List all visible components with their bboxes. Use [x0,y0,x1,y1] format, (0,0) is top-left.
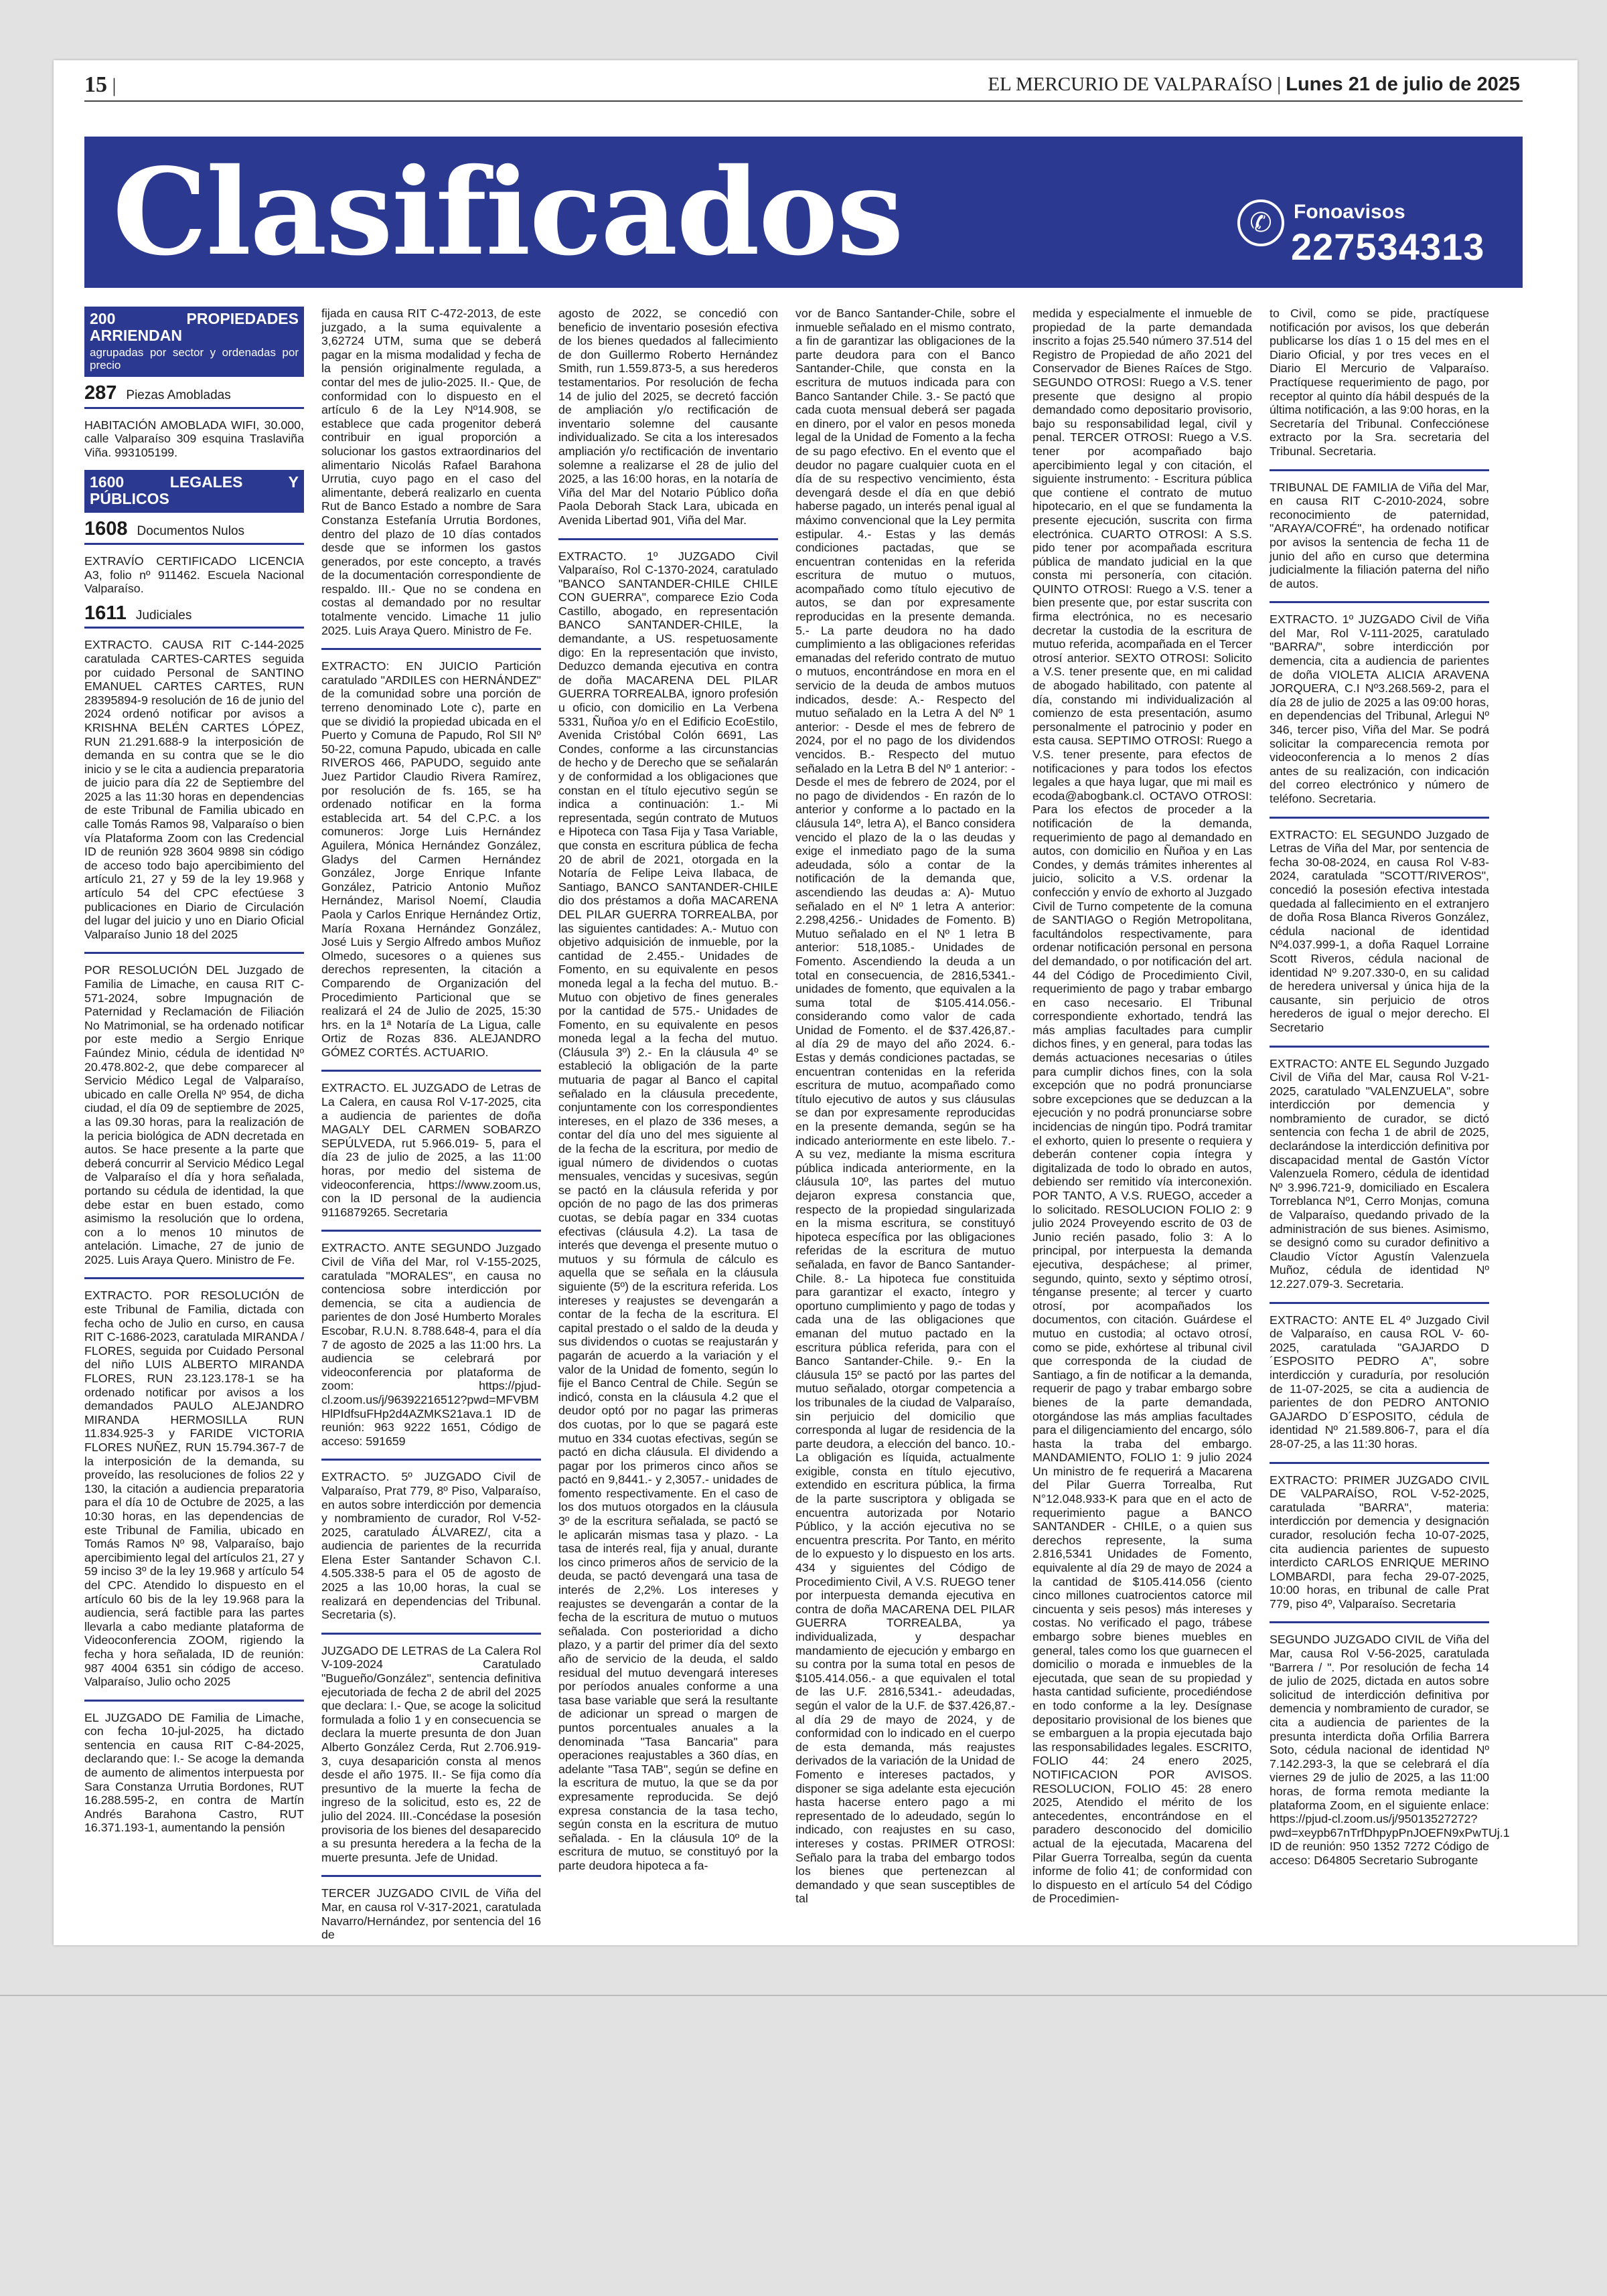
column-1 [84,307,304,1933]
subcategory-287 [84,382,304,409]
divider [321,648,541,650]
masthead: EL MERCURIO DE VALPARAÍSO | Lunes 21 de julio de 2025 [988,74,1520,95]
phone-label: Fonoavisos [1294,201,1405,223]
legal-notice: JUZGADO DE LETRAS de La Calera Rol V-109-2024 Caratulado "Bugueño/González", sentencia definitiva ejecutoriada de fecha 2 de abril del 2025 que declara: I.- Que, se acoge la solicitud formulada a folio 1 y en consecuencia se declara la muerte presunta de don Juan Alberto González Cerda, Rut 2.706.919-3, cuya desaparición consta al menos desde el año 1975. II.- Se fija como día presuntivo de la muerte la fecha de ingreso de la solicitud, esto es, 22 de julio del 2024. III.-Concédase la posesión provisoria de los bienes del desaparecido a su presunta heredera a la fecha de la muerte presunta. Jefe de Unidad. [321,1643,541,1864]
classified-columns [84,307,1523,1942]
legal-notice: POR RESOLUCIÓN DEL Juzgado de Familia de Limache, en causa RIT C-571-2024, sobre Impugnación de Paternidad y Reclamación de Filiación No Matrimonial, se ha ordenado notificar por este medio a Sergio Enrique Faúndez Minio, cédula de identidad Nº 20.478.802-2, que debe comparecer al Servicio Médico Legal de Valparaíso, ubicado en calle Orella Nº 954, de dicha ciudad, el día 09 de septiembre de 2025, a las 09.30 horas, para la realización de la pericia biológica de ADN decretada en autos. Se hace presente a la parte que deberá concurrir al Servicio Médico Legal de Valparaíso el día y hora señalada, portando su cédula de identidad, la que debe estar en buen estado, como asimismo la resolución que lo ordena, con a lo menos 10 minutos de antelación. Limache, 27 de junio de 2025. Luis Araya Quero. Ministro de Fe. [84,963,304,1266]
subcategory-name: Judiciales [135,608,192,623]
legal-notice: EXTRACTO. 1º JUZGADO Civil de Viña del Mar, Rol V-111-2025, caratulado "BARRA/", sobre interdicción por demencia, cita a audiencia de parientes de doña VIOLETA ALICIA ARAVENA JORQUERA, C.I Nº3.268.569-2, para el día 28 de julio de 2025 a las 09:00 horas, en dependencias del Tribunal, Arlegui Nº 346, tercer piso, Viña del Mar. Se podrá solicitar la comparecencia remota por videoconferencia a lo menos 2 días antes de su realización, con indicación del correo electrónico y número de teléfono. Secretaria. [1270,612,1489,805]
category-title: 1600 LEGALES Y PÚBLICOS [90,473,299,508]
divider [1270,1046,1489,1048]
newspaper-name: EL MERCURIO DE VALPARAÍSO [988,74,1272,95]
divider [1270,1462,1489,1464]
column-5 [1032,307,1252,1933]
legal-notice: agosto de 2022, se concedió con beneficio de inventario posesión efectiva de los bienes quedados al fallecimiento de don Guillermo Roberto Hernández Smith, run 1.559.873-5, a sus herederos testamentarios. Por resolución de fecha 14 de julio del 2025, se decretó facción de ampliación y/o rectificación de inventario solemne del causante individualizado. Se cita a los interesados ampliación y/o rectificación de inventario solemne a realizarse el 28 de julio del 2025, a las 16:00 horas, en la notaría de Viña del Mar del Notario Público doña Paola Deborah Stack Lara, ubicada en Avenida Libertad 901, Viña del Mar. [558,307,778,527]
page-number-value: 15 [84,72,107,97]
page-number: 15 | [84,72,117,97]
column-4 [795,307,1015,1933]
column-2 [321,307,541,1942]
legal-notice: EXTRACTO. 1º JUZGADO Civil Valparaíso, Rol C-1370-2024, caratulado "BANCO SANTANDER-CHILE CHILE CON GUERRA", comparece Ezio Coda Castillo, abogado, en representación BANCO SANTANDER-CHILE, la demandante, a US. respetuosamente digo: En la representación que invisto, Deduzco demanda ejecutiva en contra de doña MACARENA DEL PILAR GUERRA TORREALBA, ignoro profesión u oficio, con domicilio en La Verbena 5331, Ñuñoa y/o en el Edificio EcoEstilo, Avenida Cristóbal Colón 6691, Las Condes, conforme a las circunstancias de hecho y de Derecho que se señalarán y de conformidad a los obligaciones que constan en el título ejecutivo según se indica a continuación: 1.- Mi representada, según contrato de Mutuos e Hipoteca con Tasa Fija y Tasa Variable, que consta en escritura pública de fecha 20 de abril de 2021, otorgada en la Notaría de Felipe Leiva Ilabaca, de Santiago, BANCO SANTANDER-CHILE dio dos préstamos a doña MACARENA DEL PILAR GUERRA TORREALBA, por las siguientes cantidades: A.- Mutuo con objetivo adquisición de inmueble, por la cantidad de 2.455.- Unidades de Fomento, en su equivalente en pesos moneda legal a la fecha del mutuo. B.- Mutuo con objetivo de fines generales por la cantidad de 575.- Unidades de Fomento, en su equivalente en pesos moneda legal a la fecha del mutuo. (Cláusula 3º) 2.- En la cláusula 4º se estableció la obligación de la parte mutuaria de pagar al Banco el capital señalado en la cláusula precedente, conjuntamente con los correspondientes intereses, en el plazo de 336 meses, a contar del día uno del mes siguiente al de la fecha de la escritura, por medio de igual número de dividendos o cuotas mensuales, vencidas y sucesivas, según se pactó en la cláusula referida y por opción de no pago de las dos primeras cuotas, se debía pagar en 334 cuotas efectivas (cláusula 4.2). La tasa de interés que devenga el presente mutuo o mutuos y su fórmula de cálculo es aquella que se señala en la cláusula siguiente (5º) de la escritura referida. Los intereses y reajustes se devengarán a contar de la fecha de la escritura. El capital prestado o el saldo de la deuda y sus dividendos o cuotas se reajustarán y pagarán de acuerdo a la variación y el valor de la Unidad de fomento, según lo fije el Banco Central de Chile. Según se indicó, consta en la cláusula 4.2 que el deudor optó por no pagar las primeras dos cuotas, por lo que se pagará este mutuo en 334 cuotas efectivas, según se pactó en dicha cláusula. El dividendo a pagar por los primeros cinco años se pactó en 9,8441.- y 2,3057.- unidades de fomento respectivamente. En el caso de los dos mutuos otorgados en la cláusula 3º de la escritura señalada, se pactó se le aplicarán mismas tasa y plazo. - La tasa de interés real, fija y anual, durante los cinco primeros años de servicio de la deuda, se pactó devengará una tasa de interés de 2,2%. Los intereses y reajustes se devengarán a contar de la fecha de la escritura de mutuo o mutuos señalada. Con posterioridad a dicho plazo, y a partir del primer día del sexto año de servicio de la deuda, el saldo residual del mutuo devengará intereses por períodos anuales conforme a una tasa base variable que será la resultante de adicionar un spread o margen de puntos porcentuales anuales a la denominada "Tasa Bancaria" para operaciones reajustables a 360 días, en adelante "Tasa TAB", según se define en la escritura de mutuo, la que se da por expresamente reproducida. Se dejó expresa constancia de la tasa techo, según consta en la escritura de mutuo señalada. - En la cláusula 10º de la escritura de mutuo, se constituyó por la parte deudora hipoteca a fa- [558,549,778,1872]
classified-ad: HABITACIÓN AMOBLADA WIFI, 30.000, calle Valparaíso 309 esquina Traslaviña Viña. 993105199. [84,418,304,459]
legal-notice: to Civil, como se pide, practíquese notificación por avisos, los que deberán publicarse los días 1 o 15 del mes en el Diario Oficial, y por tres veces en el Diario El Mercurio de Valparaíso. Practíquese requerimiento de pago, por receptor al quinto día hábil después de la última notificación, a las 9:00 horas, en la Secretaría del Tribunal. Confecciónese extracto por la Sra. secretaria del Tribunal. Secretaria. [1270,307,1489,458]
section-title: Clasificados [112,142,903,282]
legal-notice: EXTRACTO: EN JUICIO Partición caratulado "ARDILES con HERNÁNDEZ" de la comunidad sobre una porción de terreno denominado Lote c), parte en que se dividió la propiedad ubicada en el Puerto y Comuna de Papudo, Rol SII Nº 50-22, comuna Papudo, ubicada en calle RIVEROS 466, PAPUDO, seguido ante Juez Partidor Claudio Rivera Ramírez, por resolución de fs. 165, se ha ordenado notificar en la forma establecida art. 54 del C.P.C. a los comuneros: Jorge Luis Hernández Aguilera, Mónica Hernández González, Gladys del Carmen Hernández González, Jorge Enrique Infante González, Patricio Antonio Muñoz Hernández, Marisol Noemí, Claudia Paola y Carlos Enrique Hernández Ortiz, María Roxana Hernández González, José Luis y Sergio Alfredo ambos Muñoz Olmedo, sucesores o a quienes sus derechos representen, la citación a Comparendo de Organización del Procedimiento Particional que se realizará el 24 de Julio de 2025, 15:30 hrs. en la 1ª Notaría de La Ligua, calle Ortiz de Rozas 836. ALEJANDRO GÓMEZ CORTÉS. ACTUARIO. [321,659,541,1059]
legal-notice: vor de Banco Santander-Chile, sobre el inmueble señalado en el mismo contrato, a fin de garantizar las obligaciones de la parte deudora para con el Banco Santander-Chile, que consta en la escritura de mutuos indicada para con Banco Santander Chile. 3.- Se pactó que cada cuota mensual deberá ser pagada en dinero, por el valor en pesos moneda legal de la Unidad de Fomento a la fecha de su pago efectivo. En el evento que el deudor no pagare cualquier cuota en el día de su respectivo vencimiento, ésta devengará desde el día en que debió haberse pagado, un interés penal igual al máximo convencional que la Ley permita estipular. 4.- Estas y las demás condiciones pactadas, que se encuentran contenidas en la referida escritura de mutuo o mutuos, acompañado como título ejecutivo de autos, se dan por expresamente reproducidas en la presente demanda. 5.- La parte deudora no ha dado cumplimiento a las obligaciones referidas emanadas del referido contrato de mutuo o mutuos, encontrándose en mora en el servicio de la deuda de ambos mutuos indicados, desde: A.- Respecto del mutuo señalado en la Letra A del Nº 1 anterior: - Desde el mes de febrero de 2024, por el no pago de los dividendos vencidos. B.- Respecto del mutuo señalado en la Letra B del Nº 1 anterior: - Desde el mes de febrero de 2024, por el no pago de dividendos - En razón de lo anterior y conforme a lo pactado en la cláusula 14º, letra A), el Banco considera vencido el plazo de la o las deudas y exige el inmediato pago de la suma adeudada, sólo a contar de la notificación de la demanda que, ascendiendo las deudas a: A)- Mutuo señalado en el Nº 1 letra A anterior: 2.298,4256.- Unidades de Fomento. B) Mutuo señalado en el Nº 1 letra B anterior: 518,1085.- Unidades de Fomento. Ascendiendo la deuda a un total en consecuencia, de 2816,5341.- unidades de fomento, que equivalen a la suma total de $105.414.056.- considerando como valor de cada Unidad de Fomento. el de $37.426,87.- al día 29 de mayo del año 2024. 6.- Estas y demás condiciones pactadas, se encuentran contenidas en la referida escritura de mutuo, acompañado como título ejecutivo de autos y sus cláusulas se dan por expresamente reproducidas en la presente demanda, según se ha indicado anteriormente en este libelo. 7.- A su vez, mediante la misma escritura pública indicada anteriormente, en la cláusula 10º, las partes del mutuo dejaron expresa constancia que, respecto de la propiedad singularizada en la misma escritura, se constituyó hipoteca específica por las obligaciones referidas de la escritura de mutuo señalada, en favor de Banco Santander-Chile. 8.- La hipoteca fue constituida para garantizar el exacto, íntegro y oportuno cumplimiento y pago de todas y cada una de las obligaciones que emanan del mutuo pactado en la escritura pública referida, para con el Banco Santander-Chile. 9.- En la cláusula 15º se pactó por las partes del mutuo señalado, otorgar competencia a los tribunales de la ciudad de Valparaíso, sin perjuicio del domicilio que corresponda al lugar de residencia de la parte deudora, a elección del banco. 10.- La obligación es líquida, actualmente exigible, consta en título ejecutivo, extendido en escritura pública, la firma de la parte suscriptora y obligada se encuentra autorizada por Notario Público, y la acción ejecutiva no se encuentra prescrita. Por Tanto, en mérito de lo expuesto y lo dispuesto en los arts. 434 y siguientes del Código de Procedimiento Civil, A V.S. RUEGO tener por interpuesta demanda ejecutiva en contra de doña MACARENA DEL PILAR GUERRA TORREALBA, ya individualizada, y despachar mandamiento de ejecución y embargo en su contra por la suma total en pesos de $105.414.056.- a que equivalen el total de las U.F. 2816,5341.- adeudadas, según el valor de la U.F. de $37.426,87.- al día 29 de mayo de 2024, y de conformidad con lo indicado en el cuerpo de esta demanda, más reajustes derivados de la variación de la Unidad de Fomento e intereses pactados, y disponer se siga adelante esta ejecución hasta hacerse entero pago a mi representado de lo adeudado, según lo indicado, con reajustes en su caso, intereses y costas. PRIMER OTROSI: Señalo para la traba del embargo todos los bienes que pertenezcan al demandado y que sean susceptibles de tal [795,307,1015,1906]
category-subtitle: agrupadas por sector y ordenadas por precio [90,346,299,372]
category-header-200 [84,307,304,377]
subcategory-number: 1608 [84,518,128,540]
legal-notice: EXTRACTO. CAUSA RIT C-144-2025 caratulada CARTES-CARTES seguida por cuidado Personal de SANTINO EMANUEL CARTES CARTES, RUN 28395894-9 resolución de 16 de junio del 2024 ordenó notificar por avisos a KRISHNA BELÉN CARTES LÓPEZ, RUN 21.291.688-9 la interposición de demanda en su contra que se le dio inicio y se le cita a audiencia preparatoria de juicio para día 22 de Septiembre del 2025 a las 11:30 horas en dependencias de este Tribunal de Familia ubicado en calle Tomás Ramos 98, Valparaíso o bien vía Plataforma Zoom con las Credencial ID de reunión 928 3604 9898 sin código de acceso todo bajo apercibimiento del artículo 21, 27 y 59 de la ley 19.968 y artículo 54 del CPC efectúese 3 publicaciones en Diario de Circulación del lugar del juicio y uno en Diario Oficial Valparaíso Junio 18 del 2025 [84,638,304,941]
subcategory-number: 1611 [84,602,127,624]
section-banner [84,137,1523,288]
legal-notice: fijada en causa RIT C-472-2013, de este juzgado, a la suma equivalente a 3,62724 UTM, suma que se deberá pagar en la misma modalidad y fecha de la pensión originalmente regulada, a contar del mes de julio-2025. II.- Que, de conformidad con lo dispuesto en el artículo 6 de la Ley Nº14.908, se establece que cada progenitor deberá contribuir en igual proporción a solucionar los gastos extraordinarios del alimentario Nicolás Rafael Barahona Urrutia, cuyo pago en el caso del alimentante, deberá realizarlo en cuenta Rut de Banco Estado a nombre de Sara Constanza Estefanía Urrutia Bordones, dentro del plazo de 10 días contados desde que se informen los gastos generados, por este concepto, a través de la documentación correspondiente de respaldo. III.- Que no se condena en costas al demandado por no resultar totalmente vencido. Limache 11 julio 2025. Luis Araya Quero. Ministro de Fe. [321,307,541,637]
column-3 [558,307,778,1933]
column-6 [1270,307,1510,1933]
classified-ad: EXTRAVÍO CERTIFICADO LICENCIA A3, folio nº 911462. Escuela Nacional Valparaíso. [84,554,304,596]
issue-date: Lunes 21 de julio de 2025 [1286,74,1520,95]
divider [84,1700,304,1702]
divider [321,1230,541,1232]
subcategory-name: Documentos Nulos [137,524,245,539]
legal-notice: SEGUNDO JUZGADO CIVIL de Viña del Mar, causa Rol V-56-2025, caratulada "Barrera / ". Por resolución de fecha 14 de julio de 2025, dictada en autos sobre solicitud de interdicción definitiva por demencia y nombramiento de curador, se cita a audiencia de parientes de la presunta interdicta doña Orfilia Barrera Soto, cédula nacional de identidad Nº 7.142.293-3, la que se celebrará el día viernes 29 de julio de 2025, a las 11:00 horas, de forma remota mediante la plataforma Zoom, en el siguiente enlace: https://pjud-cl.zoom.us/j/95013527272?pwd=xeypb67nTrfDhpypPnJOEFN9xPwTUj.1 ID de reunión: 950 1352 7272 Código de acceso: D64805 Secretario Subrogante [1270,1633,1510,1867]
divider [1270,601,1489,603]
legal-notice: TERCER JUZGADO CIVIL de Viña del Mar, en causa rol V-317-2021, caratulada Navarro/Hernández, por sentencia del 16 de [321,1886,541,1942]
divider [321,1070,541,1072]
legal-notice: EXTRACTO: PRIMER JUZGADO CIVIL DE VALPARAÍSO, ROL V-52-2025, caratulada "BARRA", materia: interdicción por demencia y designación curador, resolución fecha 10-07-2025, cita audiencia parientes de supuesto interdicto CARLOS ENRIQUE MERINO LOMBARDI, para fecha 29-07-2025, 10:00 horas, en tribunal de calle Prat 779, piso 4º, Valparaíso. Secretaria [1270,1473,1489,1611]
divider [1270,817,1489,819]
divider [1270,1621,1489,1623]
subcategory-name: Piezas Amobladas [126,388,231,402]
legal-notice: EXTRACTO: ANTE EL 4º Juzgado Civil de Valparaíso, en causa ROL V- 60-2025, caratulada "GAJARDO D´ESPOSITO PEDRO A", sobre interdicción y curaduría, por resolución de 11-07-2025, se cita a audiencia de parientes de don PEDRO ANTONIO GAJARDO D´ESPOSITO, cédula de identidad Nº 21.589.806-7, para el día 28-07-25, a las 11:30 horas. [1270,1313,1489,1451]
legal-notice: EXTRACTO: ANTE EL Segundo Juzgado Civil de Viña del Mar, causa Rol V-21-2025, caratulado "VALENZUELA", sobre interdicción por demencia y nombramiento de curador, se dictó sentencia con fecha 1 de abril de 2025, declarándose la interdicción definitiva por discapacidad mental de Gastón Víctor Valenzuela Romero, cédula de identidad Nº 3.996.721-9, domiciliado en Escalera Torreblanca Nº1, Cerro Monjas, comuna de Valparaíso, quedando privado de la administración de sus bienes. Asimismo, se designó como su curador definitivo a Claudio Víctor Agustín Valenzuela Muñoz, cédula de identidad Nº 12.227.079-3. Secretaria. [1270,1056,1489,1291]
category-header-1600 [84,470,304,513]
divider [84,952,304,954]
legal-notice: EXTRACTO: EL SEGUNDO Juzgado de Letras de Viña del Mar, por sentencia de fecha 30-08-2024, en causa Rol V-83-2024, caratulada "SCOTT/RIVEROS", concedió la posesión efectiva intestada quedada al fallecimiento en el extranjero de doña Rosa Blanca Riveros González, cédula nacional de identidad Nº4.037.999-1, a doña Raquel Lorraine Scott Riveros, cédula nacional de identidad Nº 9.207.330-0, en su calidad de heredera universal y única hija de la causante, sin perjuicio de otros herederos de igual o mejor derecho. El Secretario [1270,827,1489,1034]
divider [84,1277,304,1279]
phone-icon: ✆ [1237,199,1284,246]
phone-number: 22753431​3 [1291,226,1485,268]
subcategory-1608 [84,518,304,545]
category-title: 200 PROPIEDADES ARRIENDAN [90,310,299,344]
divider [1270,469,1489,471]
subcategory-1611 [84,602,304,629]
divider [1270,1302,1489,1304]
divider [558,538,778,540]
legal-notice: EXTRACTO. EL JUZGADO de Letras de La Calera, en causa Rol V-17-2025, cita a audiencia de parientes de doña MAGALY DEL CARMEN SOBARZO SEPÚLVEDA, rut 5.966.019- 5, para el día 23 de julio de 2025, a las 11:00 horas, por medio del sistema de videoconferencia, https://www.zoom.us, con la ID personal de la audiencia 9116879265. Secretaria [321,1081,541,1219]
divider [321,1875,541,1877]
legal-notice: TRIBUNAL DE FAMILIA de Viña del Mar, en causa RIT C-2010-2024, sobre reconocimiento de paternidad, "ARAYA/COFRÉ", ha ordenado notificar por avisos la sentencia de fecha 11 de junio del año en curso que determina judicialmente la filiación paterna del niño de autos. [1270,480,1489,590]
legal-notice: medida y especialmente el inmueble de propiedad de la parte demandada inscrito a fojas 25.540 número 37.514 del Registro de Propiedad de año 2021 del Conservador de Bienes Raíces de Stgo. SEGUNDO OTROSI: Ruego a V.S. tener presente que designo al propio demandado como depositario provisorio, bajo su responsabilidad legal, civil y penal. TERCER OTROSI: Ruego a V.S. tener por acompañado bajo apercibimiento legal y con citación, el siguiente instrumento: - Escritura pública que contiene el contrato de mutuo hipotecario, en el que se fundamenta la presente ejecución, suscrita con firma electrónica. CUARTO OTROSI: A S.S. pido tener por acompañada escritura pública de mandato judicial en la que consta mi personería, con citación. QUINTO OTROSI: Ruego a V.S. tener a bien presente que, por estar suscrita con firma electrónica, no es necesario decretar la custodia de la escritura de mutuo referida, acompañada en el Tercer otrosí anterior. SEXTO OTROSI: Solicito a V.S. tener presente que, en mi calidad de abogado habilitado, con patente al día, constando mi individualización al comienzo de esta presentación, asumo personalmente el patrocinio y poder en esta causa. SEPTIMO OTROSI: Ruego a V.S. tener presente, para efectos de notificaciones y para todos los efectos legales a que haya lugar, que mi mail es ecoda@abogbank.cl. OCTAVO OTROSI: Para los efectos de proceder a la notificación de la demanda, requerimiento de pago al demandado en autos, con domicilio en Ñuñoa y en Las Condes, y demás trámites inherentes al juicio, solicito a V.S. ordenar la confección y envío de exhorto al Juzgado Civil de Turno competente de la comuna de SANTIAGO o Región Metropolitana, facultándolos respectivamente, para ordenar notificación personal en persona del demandado, o por notificación del art. 44 del Código de Procedimiento Civil, requerimiento de pago y trabar embargo en caso necesario. El Tribunal correspondiente exhortado, tendrá las más amplias facultades para cumplir dichos fines, y en general, para todas las demás actuaciones necesarias o útiles para cumplir dichos fines, con la sola excepción que no podrá pronunciarse sobre excepciones que se deduzcan a la ejecución y no podrá pronunciarse sobre incidencias de ningún tipo. Podrá tramitar el exhorto, quien lo presente o requiera y deberán contener copia íntegra y digitalizada de todo lo obrado en autos, debiendo ser remitido vía interconexión. POR TANTO, A V.S. RUEGO, acceder a lo solicitado. RESOLUCION FOLIO 2: 9 julio 2024 Proveyendo escrito de 03 de Junio recién pasado, folio 3: A lo principal, por interpuesta la demanda ejecutiva, despáchese; al primer, segundo, quinto, sexto y séptimo otrosí, ténganse presente; al tercer y cuarto otrosí, por acompañados los documentos, con citación. Guárdese el mutuo en custodia; al octavo otrosí, como se pide, exhórtese al tribunal civil que corresponda de la ciudad de Santiago, a fin de notificar a la demanda, requerir de pago y trabar embargo sobre bienes de la parte demandada, otorgándose las más amplias facultades para el diligenciamiento del encargo, sólo hasta la traba del embargo. MANDAMIENTO, FOLIO 1: 9 julio 2024 Un ministro de fe requerirá a Macarena del Pilar Guerra Torrealba, Rut N°12.048.933-K para que en el acto de requerimiento pague a BANCO SANTANDER - CHILE, o a quien sus derechos represente, la suma 2.816,5341 Unidades de Fomento, equivalente al día 29 de mayo de 2024 a la cantidad de $105.414.056 (ciento cinco millones cuatrocientos catorce mil cincuenta y seis pesos) más intereses y costas. No verificado el pago, trábese embargo sobre bienes muebles en general, tales como los que guarnecen el domicilio o morada e inmuebles de la ejecutada, que sean de su propiedad y hasta cantidad suficiente, procediéndose en todo conforme a la ley. Desígnase depositario provisional de los bienes que se embarguen a la propia ejecutada bajo las responsabilidades legales. ESCRITO, FOLIO 44: 24 enero 2025, NOTIFICACION POR AVISOS. RESOLUCION, FOLIO 45: 28 enero 2025, Atendido el mérito de los antecedentes, encontrándose en el paradero desconocido del domicilio actual de la ejecutada, Macarena del Pilar Guerra Torrealba, según da cuenta informe de folio 41; de conformidad con lo dispuesto en el artículo 54 del Código de Procedimien- [1032,307,1252,1906]
legal-notice: EL JUZGADO DE Familia de Limache, con fecha 10-jul-2025, ha dictado sentencia en causa RIT C-84-2025, declarando que: I.- Se acoge la demanda de aumento de alimentos interpuesta por Sara Constanza Urrutia Bordones, RUT 16.288.595-2, en contra de Martín Andrés Barahona Castro, RUT 16.371.193-1, aumentando la pensión [84,1710,304,1835]
divider [321,1459,541,1461]
subcategory-number: 287 [84,382,117,404]
top-rule [84,100,1523,102]
bottom-rule [0,1995,1607,1996]
legal-notice: EXTRACTO. POR RESOLUCIÓN de este Tribunal de Familia, dictada con fecha ocho de Julio en curso, en causa RIT C-1686-2023, caratulada MIRANDA / FLORES, seguida por Cuidado Personal del niño LUIS ALBERTO MIRANDA FLORES, RUN 23.123.178-1 se ha ordenado notificar por avisos a los demandados PAULO ALEJANDRO MIRANDA HERMOSILLA RUN 11.834.925-3 y FARIDE VICTORIA FLORES NUÑEZ, RUN 15.794.367-7 de la interposición de la demanda, su proveído, las resoluciones de folios 22 y 130, la citación a audiencia preparatoria para el día 10 de Octubre de 2025, a las 10:30 horas, en las dependencias de este Tribunal de Familia, ubicado en Tomás Ramos Nº 98, Valparaíso, bajo apercibimiento legal del artículos 21, 27 y 59 inciso 3º de la ley 19.968 y artículo 54 del CPC. Atendido lo dispuesto en el artículo 60 bis de la ley 19.968 para la audiencia, será factible para las partes llevarla a cabo mediante plataforma de Videoconferencia ZOOM, rigiendo la fecha y hora señalada, ID de reunión: 987 4004 6351 sin código de acceso. Valparaíso, Julio ocho 2025 [84,1289,304,1689]
legal-notice: EXTRACTO. 5º JUZGADO Civil de Valparaíso, Prat 779, 8º Piso, Valparaíso, en autos sobre interdicción por demencia y nombramiento de curador, Rol V-52-2025, caratulado ÁLVAREZ/, cita a audiencia de parientes de la recurrida Elena Ester Santander Schavon C.I. 4.505.338-5 para el 05 de agosto de 2025 a las 10,00 horas, la cual se realizará en dependencias del Tribunal. Secretaria (s). [321,1470,541,1622]
divider [321,1633,541,1635]
legal-notice: EXTRACTO. ANTE SEGUNDO Juzgado Civil de Viña del Mar, rol V-155-2025, caratulada "MORALES", en causa no contenciosa sobre interdicción por demencia, se cita a audiencia de parientes de don José Humberto Morales Escobar, R.U.N. 8.788.648-4, para el día 7 de agosto de 2025 a las 11:00 hrs. La audiencia se celebrará por videoconferencia por plataforma de zoom: https://pjud-cl.zoom.us/j/96392216512?pwd=MFVBM HlPIdfsuFHp2d4AZMKS21ava.1 ID de reunión: 963 9222 1651, Código de acceso: 591659 [321,1241,541,1448]
